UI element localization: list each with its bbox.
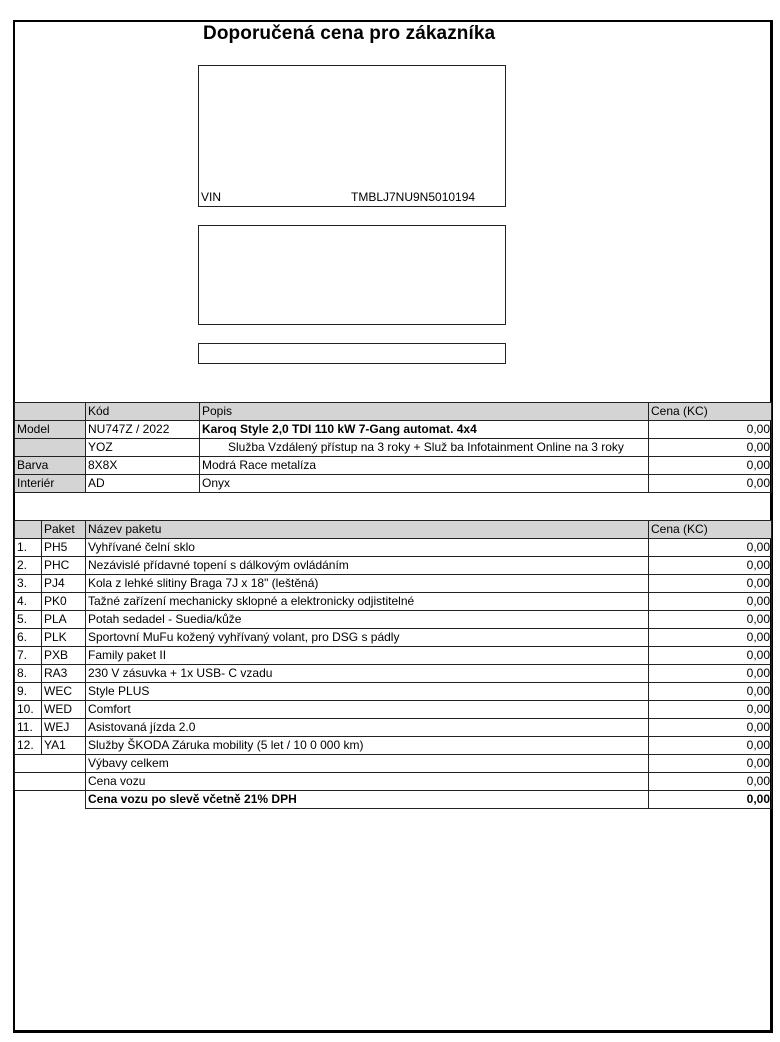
package-table-header	[15, 521, 772, 539]
row-description: Karoq Style 2,0 TDI 110 kW 7-Gang automat. 4x4	[200, 421, 649, 439]
row-name: Tažné zařízení mechanicky sklopné a elektronicky odjistitelné	[86, 593, 649, 611]
row-price: 0,00	[649, 457, 772, 475]
header-name: Název paketu	[86, 521, 649, 539]
total-label: Cena vozu	[86, 773, 649, 791]
note-box	[198, 343, 506, 364]
total-label: Cena vozu po slevě včetně 21% DPH	[86, 791, 649, 809]
row-price: 0,00	[649, 557, 772, 575]
row-number: 12.	[15, 737, 42, 755]
header-code: Kód	[86, 403, 200, 421]
row-price: 0,00	[649, 439, 772, 457]
vehicle-table	[14, 402, 772, 493]
table-row	[15, 593, 772, 611]
row-price: 0,00	[649, 611, 772, 629]
total-spacer	[15, 755, 86, 773]
row-price: 0,00	[649, 737, 772, 755]
row-code: 8X8X	[86, 457, 200, 475]
row-package: WED	[42, 701, 86, 719]
vin-label: VIN	[201, 190, 222, 204]
row-price: 0,00	[649, 539, 772, 557]
table-row	[15, 719, 772, 737]
table-row	[15, 539, 772, 557]
row-number: 11.	[15, 719, 42, 737]
row-number: 7.	[15, 647, 42, 665]
row-price: 0,00	[649, 719, 772, 737]
page-title: Doporučená cena pro zákazníka	[203, 23, 496, 44]
row-name: Asistovaná jízda 2.0	[86, 719, 649, 737]
row-description: Modrá Race metalíza	[200, 457, 649, 475]
row-name: Vyhřívané čelní sklo	[86, 539, 649, 557]
row-price: 0,00	[649, 629, 772, 647]
row-number: 6.	[15, 629, 42, 647]
table-row-interior	[15, 475, 772, 493]
row-label	[15, 439, 86, 457]
header-package: Paket	[42, 521, 86, 539]
row-package: RA3	[42, 665, 86, 683]
row-number: 9.	[15, 683, 42, 701]
row-code: NU747Z / 2022	[86, 421, 200, 439]
row-price: 0,00	[649, 575, 772, 593]
row-price: 0,00	[649, 665, 772, 683]
row-description: Služba Vzdálený přístup na 3 roky + Služ ba Infotainment Online na 3 roky	[200, 439, 649, 457]
row-number: 1.	[15, 539, 42, 557]
row-package: PHC	[42, 557, 86, 575]
table-row	[15, 575, 772, 593]
row-label: Model	[15, 421, 86, 439]
row-package: PK0	[42, 593, 86, 611]
table-row	[15, 701, 772, 719]
row-number: 10.	[15, 701, 42, 719]
total-spacer	[15, 773, 86, 791]
row-number: 5.	[15, 611, 42, 629]
row-name: 230 V zásuvka + 1x USB- C vzadu	[86, 665, 649, 683]
row-label: Barva	[15, 457, 86, 475]
package-table	[14, 520, 772, 809]
header-number	[15, 521, 42, 539]
row-number: 3.	[15, 575, 42, 593]
row-package: WEJ	[42, 719, 86, 737]
total-row-car-price	[15, 773, 772, 791]
row-price: 0,00	[649, 647, 772, 665]
table-row	[15, 683, 772, 701]
table-row-color	[15, 457, 772, 475]
row-package: PH5	[42, 539, 86, 557]
row-name: Služby ŠKODA Záruka mobility (5 let / 10 0 000 km)	[86, 737, 649, 755]
header-description: Popis	[200, 403, 649, 421]
total-label: Výbavy celkem	[86, 755, 649, 773]
row-name: Style PLUS	[86, 683, 649, 701]
row-name: Family paket II	[86, 647, 649, 665]
total-row-equipment	[15, 755, 772, 773]
table-row	[15, 611, 772, 629]
row-number: 4.	[15, 593, 42, 611]
row-package: PXB	[42, 647, 86, 665]
total-price: 0,00	[649, 773, 772, 791]
row-name: Comfort	[86, 701, 649, 719]
row-price: 0,00	[649, 421, 772, 439]
vin-value: TMBLJ7NU9N5010194	[351, 190, 476, 204]
table-row	[15, 629, 772, 647]
row-code: AD	[86, 475, 200, 493]
row-description: Onyx	[200, 475, 649, 493]
header-price: Cena (KC)	[649, 403, 772, 421]
row-code: YOZ	[86, 439, 200, 457]
row-package: YA1	[42, 737, 86, 755]
row-package: WEC	[42, 683, 86, 701]
row-number: 8.	[15, 665, 42, 683]
total-spacer	[15, 791, 86, 809]
table-row-service	[15, 439, 772, 457]
row-package: PLA	[42, 611, 86, 629]
total-price: 0,00	[649, 755, 772, 773]
total-price: 0,00	[649, 791, 772, 809]
row-price: 0,00	[649, 475, 772, 493]
row-price: 0,00	[649, 701, 772, 719]
header-label	[15, 403, 86, 421]
row-name: Sportovní MuFu kožený vyhřívaný volant, pro DSG s pádly	[86, 629, 649, 647]
info-box	[198, 225, 506, 325]
row-name: Kola z lehké slitiny Braga 7J x 18" (leštěná)	[86, 575, 649, 593]
row-name: Nezávislé přídavné topení s dálkovým ovládáním	[86, 557, 649, 575]
table-row	[15, 665, 772, 683]
row-label: Interiér	[15, 475, 86, 493]
row-price: 0,00	[649, 683, 772, 701]
vehicle-image-box	[198, 65, 506, 207]
vehicle-table-header	[15, 403, 772, 421]
table-row	[15, 557, 772, 575]
table-row-model	[15, 421, 772, 439]
table-row	[15, 647, 772, 665]
row-package: PJ4	[42, 575, 86, 593]
table-row	[15, 737, 772, 755]
total-row-final-price	[15, 791, 772, 809]
header-price: Cena (KC)	[649, 521, 772, 539]
row-name: Potah sedadel - Suedia/kůže	[86, 611, 649, 629]
row-price: 0,00	[649, 593, 772, 611]
row-package: PLK	[42, 629, 86, 647]
row-number: 2.	[15, 557, 42, 575]
